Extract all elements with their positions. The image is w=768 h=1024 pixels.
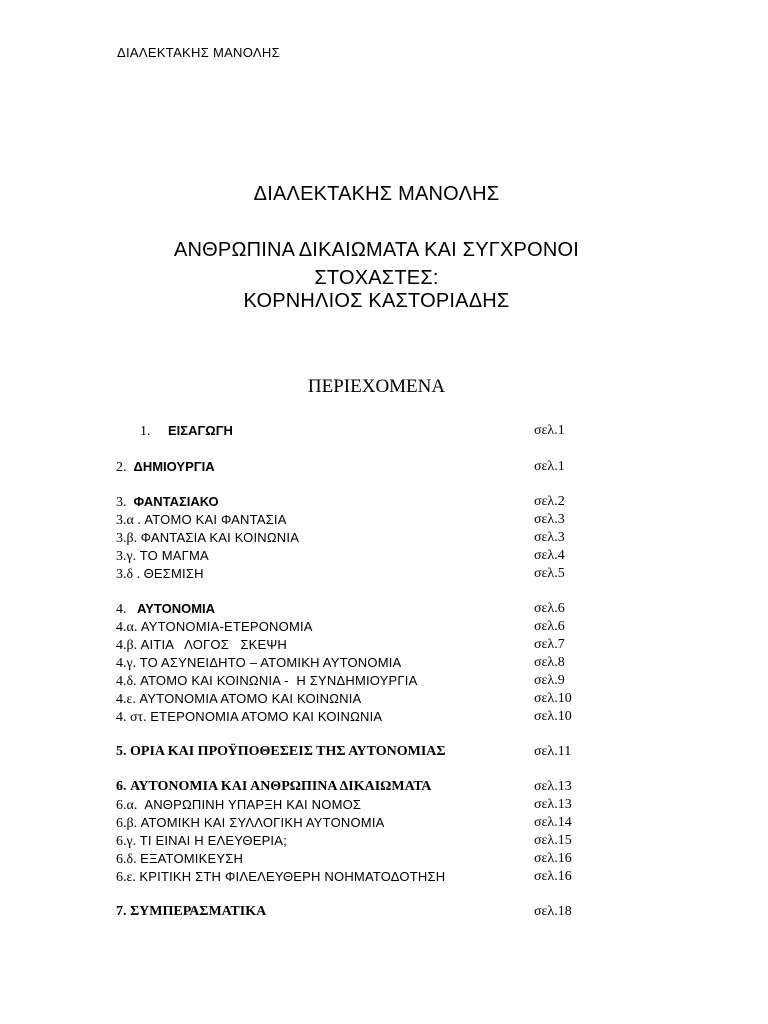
toc-heading: ΠΕΡΙΕΧΟΜΕΝΑ bbox=[307, 376, 446, 397]
toc-entry-number: 4. στ. bbox=[116, 710, 147, 725]
toc-entry[interactable] bbox=[116, 636, 596, 654]
toc-entry-number: 6.ε. bbox=[116, 870, 136, 885]
toc-entry-label: ΑΥΤΟΝΟΜΙΑ ΑΤΟΜΟ ΚΑΙ ΚΟΙΝΩΝΙΑ bbox=[139, 691, 362, 706]
toc-entry[interactable] bbox=[116, 708, 596, 726]
toc-entry-page: σελ.3 bbox=[534, 530, 565, 545]
toc-entry-label: ΦΑΝΤΑΣΙΑ ΚΑΙ ΚΟΙΝΩΝΙΑ bbox=[140, 530, 300, 545]
toc-entry-label: ΑΤΟΜΙΚΗ ΚΑΙ ΣΥΛΛΟΓΙΚΗ ΑΥΤΟΝΟΜΙΑ bbox=[140, 815, 385, 830]
toc-entry-label: ΑΥΤΟΝΟΜΙΑ ΚΑΙ ΑΝΘΡΩΠΙΝΑ ΔΙΚΑΙΩΜΑΤΑ bbox=[130, 779, 432, 794]
toc-entry-label: ΦΑΝΤΑΣΙΑΚΟ bbox=[133, 494, 219, 509]
toc-entry-page: σελ.9 bbox=[534, 673, 565, 688]
toc-entry-label: ΑΥΤΟΝΟΜΙΑ-ΕΤΕΡΟΝΟΜΙΑ bbox=[140, 619, 313, 634]
toc-entry-label: ΣΥΜΠΕΡΑΣΜΑΤΙΚΑ bbox=[130, 904, 267, 919]
toc-entry-page: σελ.15 bbox=[534, 833, 572, 848]
toc-entry-page: σελ.3 bbox=[534, 512, 565, 527]
toc-entry-page: σελ.13 bbox=[534, 779, 572, 794]
toc-entry-label: ΕΞΑΤΟΜΙΚΕΥΣΗ bbox=[140, 851, 244, 866]
toc-entry-number: 6.α. bbox=[116, 798, 138, 813]
toc-entry[interactable] bbox=[116, 903, 596, 921]
toc-entry[interactable] bbox=[116, 458, 596, 476]
toc-entry-label: ΑΤΟΜΟ ΚΑΙ ΚΟΙΝΩΝΙΑ - Η ΣΥΝΔΗΜΙΟΥΡΓΙΑ bbox=[140, 673, 418, 688]
toc-entry-label: ΑΙΤΙΑ ΛΟΓΟΣ ΣΚΕΨΗ bbox=[140, 637, 288, 652]
toc-entry-number: 1. bbox=[140, 424, 151, 439]
toc-entry-label: ΕΤΕΡΟΝΟΜΙΑ ΑΤΟΜΟ ΚΑΙ ΚΟΙΝΩΝΙΑ bbox=[150, 709, 383, 724]
toc-entry[interactable] bbox=[116, 493, 596, 511]
toc-entry-page: σελ.16 bbox=[534, 869, 572, 884]
toc-entry-label: ΤΙ ΕΙΝΑΙ Η ΕΛΕΥΘΕΡΙΑ; bbox=[139, 833, 287, 848]
author-name: ΔΙΑΛΕΚΤΑΚΗΣ ΜΑΝΟΛΗΣ bbox=[253, 183, 500, 205]
toc-entry-number: 7. bbox=[116, 904, 127, 919]
toc-entry-label: ΔΗΜΙΟΥΡΓΙΑ bbox=[133, 459, 215, 474]
toc-entry-page: σελ.13 bbox=[534, 797, 572, 812]
toc-entry-number: 6. bbox=[116, 779, 127, 794]
toc-entry-page: σελ.11 bbox=[534, 744, 572, 759]
toc-entry-page: σελ.5 bbox=[534, 566, 565, 581]
toc-entry-label: ΑΤΟΜΟ ΚΑΙ ΦΑΝΤΑΣΙΑ bbox=[144, 512, 287, 527]
toc-entry-page: σελ.8 bbox=[534, 655, 565, 670]
toc-entry-number: 3.δ . bbox=[116, 567, 141, 582]
toc-entry-number: 2. bbox=[116, 460, 127, 475]
toc-entry[interactable] bbox=[116, 618, 596, 636]
toc-entry-page: σελ.18 bbox=[534, 904, 572, 919]
toc-entry[interactable] bbox=[116, 422, 596, 440]
toc-entry-label: ΟΡΙΑ ΚΑΙ ΠΡΟΫΠΟΘΕΣΕΙΣ ΤΗΣ ΑΥΤΟΝΟΜΙΑΣ bbox=[130, 744, 446, 759]
toc-entry-number: 6.δ. bbox=[116, 852, 137, 867]
toc-entry-label: ΘΕΣΜΙΣΗ bbox=[143, 566, 204, 581]
toc-entry[interactable] bbox=[116, 778, 596, 796]
toc-entry-number: 4.δ. bbox=[116, 674, 137, 689]
toc-entry-number: 4.α. bbox=[116, 620, 138, 635]
toc-entry-number: 6.β. bbox=[116, 816, 138, 831]
toc-entry-number: 3. bbox=[116, 495, 127, 510]
toc-entry-label: ΕΙΣΑΓΩΓΗ bbox=[168, 423, 233, 438]
toc-entry-label: ΤΟ ΑΣΥΝΕΙΔΗΤΟ – ΑΤΟΜΙΚΗ ΑΥΤΟΝΟΜΙΑ bbox=[139, 655, 402, 670]
toc-entry-number: 3.α . bbox=[116, 513, 141, 528]
toc-entry-page: σελ.4 bbox=[534, 548, 565, 563]
toc-entry-label: ΑΥΤΟΝΟΜΙΑ bbox=[137, 601, 216, 616]
toc-entry-number: 6.γ. bbox=[116, 834, 137, 849]
toc-entry-page: σελ.1 bbox=[534, 459, 565, 474]
toc-entry-number: 3.β. bbox=[116, 531, 138, 546]
document-title bbox=[100, 236, 653, 292]
toc-entry-label: ΚΡΙΤΙΚΗ ΣΤΗ ΦΙΛΕΛΕΥΘΕΡΗ ΝΟΗΜΑΤΟΔΟΤΗΣΗ bbox=[139, 869, 446, 884]
document-title-line-1: ΑΝΘΡΩΠΙΝΑ ΔΙΚΑΙΩΜΑΤΑ ΚΑΙ ΣΥΓΧΡΟΝΟΙ bbox=[173, 239, 579, 261]
toc-entry[interactable] bbox=[116, 672, 596, 690]
document-subtitle: ΚΟΡΝΗΛΙΟΣ ΚΑΣΤΟΡΙΑΔΗΣ bbox=[243, 290, 510, 312]
toc-entry-number: 4.ε. bbox=[116, 692, 136, 707]
toc-entry-page: σελ.16 bbox=[534, 851, 572, 866]
running-header: ΔΙΑΛΕΚΤΑΚΗΣ ΜΑΝΟΛΗΣ bbox=[117, 45, 280, 60]
toc-entry[interactable] bbox=[116, 565, 596, 583]
toc-entry[interactable] bbox=[116, 832, 596, 850]
toc-entry[interactable] bbox=[116, 796, 596, 814]
document-title-line-2: ΣΤΟΧΑΣΤΕΣ: bbox=[314, 267, 439, 289]
toc-entry-number: 5. bbox=[116, 744, 127, 759]
toc-entry[interactable] bbox=[116, 600, 596, 618]
toc-entry-number: 3.γ. bbox=[116, 549, 137, 564]
toc-entry-number: 4. bbox=[116, 602, 127, 617]
toc-entry[interactable] bbox=[116, 814, 596, 832]
toc-entry-page: σελ.6 bbox=[534, 601, 565, 616]
toc-entry[interactable] bbox=[116, 690, 596, 708]
toc-entry-page: σελ.10 bbox=[534, 691, 572, 706]
toc-entry-page: σελ.10 bbox=[534, 709, 572, 724]
toc-entry[interactable] bbox=[116, 529, 596, 547]
toc-entry-page: σελ.6 bbox=[534, 619, 565, 634]
toc-entry-page: σελ.14 bbox=[534, 815, 572, 830]
toc-entry-page: σελ.1 bbox=[534, 423, 565, 438]
toc-entry[interactable] bbox=[116, 547, 596, 565]
toc-entry[interactable] bbox=[116, 654, 596, 672]
toc-entry-number: 4.γ. bbox=[116, 656, 137, 671]
toc-entry-page: σελ.7 bbox=[534, 637, 565, 652]
toc-entry-number: 4.β. bbox=[116, 638, 138, 653]
toc-entry[interactable] bbox=[116, 868, 596, 886]
toc-entry[interactable] bbox=[116, 511, 596, 529]
toc-entry-label: ΤΟ ΜΑΓΜΑ bbox=[139, 548, 209, 563]
toc-entry[interactable] bbox=[116, 743, 596, 761]
toc-entry-page: σελ.2 bbox=[534, 494, 565, 509]
toc-entry-label: ΑΝΘΡΩΠΙΝΗ ΥΠΑΡΞΗ ΚΑΙ ΝΟΜΟΣ bbox=[144, 797, 362, 812]
toc-entry[interactable] bbox=[116, 850, 596, 868]
